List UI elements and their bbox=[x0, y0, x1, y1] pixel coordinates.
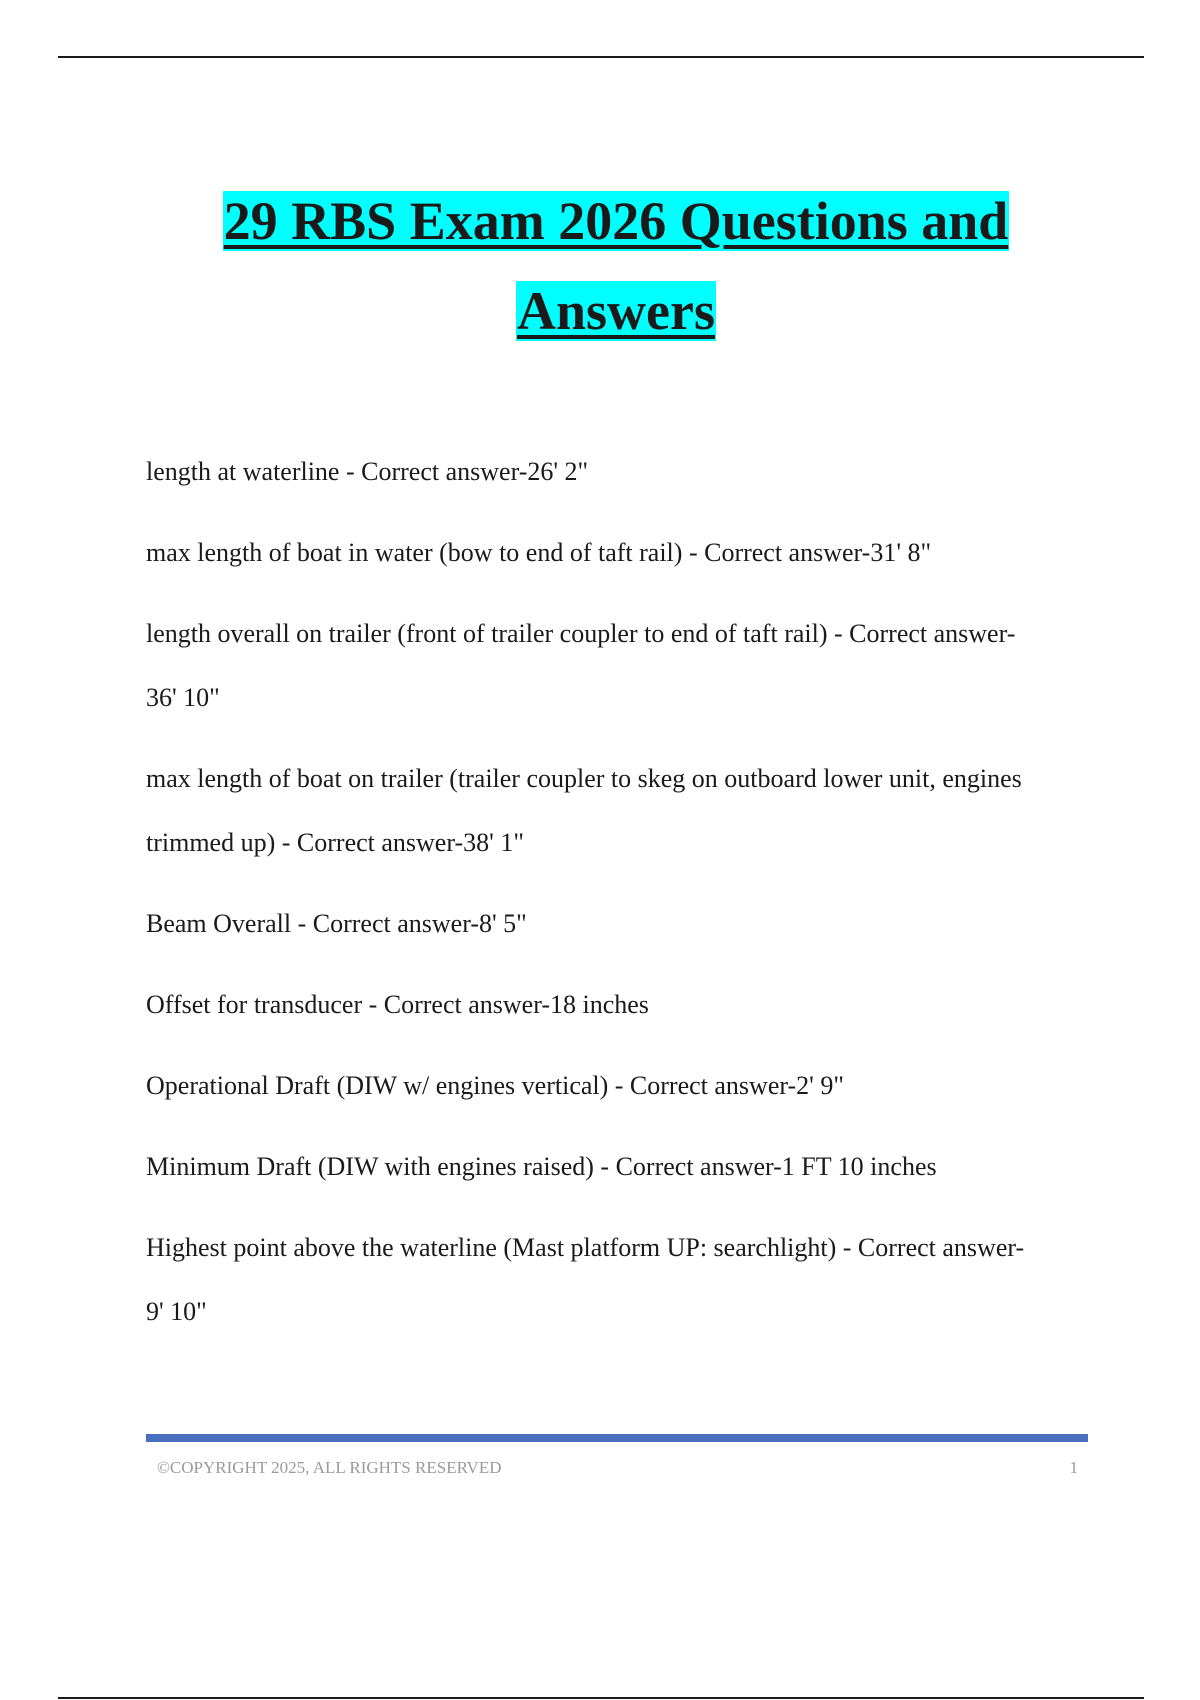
page-number: 1 bbox=[1069, 1458, 1078, 1477]
footer-bar bbox=[146, 1434, 1088, 1442]
qa-item: Beam Overall - Correct answer-8' 5" bbox=[146, 909, 527, 938]
qa-item: max length of boat in water (bow to end of taft rail) - Correct answer-31' 8" bbox=[146, 538, 932, 567]
qa-item: Minimum Draft (DIW with engines raised) - Correct answer-1 FT 10 inches bbox=[146, 1152, 937, 1181]
qa-item: Highest point above the waterline (Mast platform UP: searchlight) - Correct answer-9' 10" bbox=[146, 1233, 1025, 1326]
bottom-rule bbox=[58, 1697, 1144, 1699]
qa-item: length at waterline - Correct answer-26' 2" bbox=[146, 457, 589, 486]
footer-copyright: ©COPYRIGHT 2025, ALL RIGHTS RESERVED bbox=[157, 1458, 502, 1477]
title-line-1 bbox=[58, 176, 1174, 266]
qa-item: Operational Draft (DIW w/ engines vertical) - Correct answer-2' 9" bbox=[146, 1071, 844, 1100]
qa-item: Offset for transducer - Correct answer-18 inches bbox=[146, 990, 649, 1019]
qa-item: length overall on trailer (front of trailer coupler to end of taft rail) - Correct answer-36' 10" bbox=[146, 619, 1016, 712]
qa-item: max length of boat on trailer (trailer coupler to skeg on outboard lower unit, engines trimmed up) - Correct answer-38' 1" bbox=[146, 764, 1022, 857]
title-line-1-text: 29 RBS Exam 2026 Questions and bbox=[223, 191, 1009, 251]
qa-list bbox=[146, 440, 1026, 1361]
title-line-2 bbox=[58, 266, 1174, 356]
top-rule bbox=[58, 56, 1144, 58]
page-title bbox=[58, 176, 1174, 356]
title-line-2-text: Answers bbox=[517, 281, 715, 341]
